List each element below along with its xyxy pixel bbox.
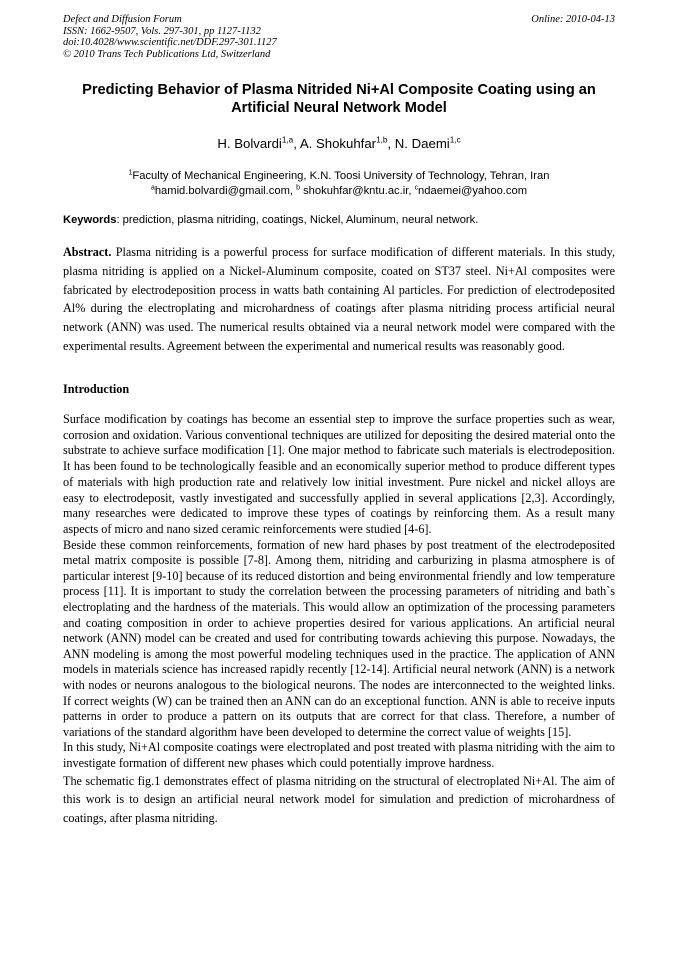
body-paragraph: Beside these common reinforcements, formation of new hard phases by post treatment of the electrodeposited metal matrix composite is possible [7-8]. Among them, nitriding and carburizing in plasma atmosphere is of particular interest [9-10] because of its reduced distortion and being environmental friendly and low temperature process [11]. It is important to study the correlation between the processing parameters of nitriding and bath`s electroplating and the hardness of the materials. This would allow an optimization of the processing parameters and coating composition in order to achieve properties desired for various applications. An artificial neural network (ANN) model can be created and used for contributing towards achieving this purpose. Nowadays, the ANN modeling is among the most powerful modeling techniques used in the practice. The application of ANN models in materials science has increased rapidly recently [12-14]. Artificial neural network (ANN) is a network with nodes or neurons analogous to the biological neurons. The nodes are interconnected to the weighted links. If correct weights (W) can be trained then an ANN can do an exceptional function. ANN is able to receive inputs patterns in order to produce a pattern on its outputs that are correct for that class. Therefore, a number of variations of the standard algorithm have been developed to determine the correct value of weights [15]. [63,537,615,739]
body-paragraph: In this study, Ni+Al composite coatings were electroplated and post treated with plasma nitriding with the aim to investigate formation of different new phases which could potentially improve hardness. [63,740,615,770]
author-separator: , [387,136,395,151]
abstract-paragraph [63,243,615,356]
email-superscript: a [150,184,155,192]
journal-name: Defect and Diffusion Forum [63,14,182,25]
issn-line: ISSN: 1662-9507, Vols. 297-301, pp 1127-1132 [63,25,261,37]
author-superscript: 1,c [449,135,461,145]
abstract-label: Abstract. [63,245,112,259]
email-separator: , [408,185,415,197]
email-address: ndaemei@yahoo.com [418,185,528,197]
email-address: hamid.bolvardi@gmail.com [154,185,290,197]
author-separator: , [293,136,300,151]
online-date: Online: 2010-04-13 [531,14,615,25]
copyright-line: © 2010 Trans Tech Publications Ltd, Switzerland [63,48,271,60]
affiliation-line [63,169,615,184]
body-paragraph: Surface modification by coatings has become an essential step to improve the surface properties such as wear, corrosion and oxidation. Various conventional techniques are utilized for depositing the desired material onto the substrate to achieve surface modification [1]. One major method to fabricate such materials is electrodeposition. It has been found to be technologically feasible and an economically superior method to produce different types of materials with high production rate and relatively low initial investment. Pure nickel and nickel alloys are easy to electrodeposit, vastly investigated and successfully applied in several applications [2,3]. Accordingly, many researches were dedicated to improve these types of coatings by reinforcing them. As a result many aspects of micro and nano sized ceramic reinforcements were studied [4-6]. [63,412,615,536]
keywords-line [63,213,615,228]
keywords-label: Keywords [63,214,117,226]
body-paragraph: The schematic fig.1 demonstrates effect of plasma nitriding on the structural of electroplated Ni+Al. The aim of this work is to design an artificial neural network model for simulation and prediction of microhardness of coatings, after plasma nitriding. [63,773,615,825]
author-list [63,135,615,153]
author-name: H. Bolvardi [217,136,282,151]
author-superscript: 1,a [281,135,294,145]
introduction-body [63,412,615,827]
email-superscript: b [296,184,300,192]
email-line [63,184,615,199]
paper-title: Predicting Behavior of Plasma Nitrided Ni+Al Composite Coating using an Artificial Neural Network Model [82,82,596,116]
author-name: N. Daemi [394,136,450,151]
email-superscript: c [414,184,419,192]
doi-line: doi:10.4028/www.scientific.net/DDF.297-301.1127 [63,37,277,48]
email-address: shokuhfar@kntu.ac.ir [299,185,409,197]
email-separator: , [289,185,297,197]
introduction-heading: Introduction [63,382,130,396]
affiliation-text: Faculty of Mechanical Engineering, K.N. Toosi University of Technology, Tehran, Iran [132,170,550,182]
author-superscript: 1,b [376,135,388,145]
affiliation-block [63,169,615,199]
journal-header [63,14,615,60]
abstract-text: Plasma nitriding is a powerful process for surface modification of different materials. In this study, plasma nitriding is applied on a Nickel-Aluminum composite, coated on ST37 steel. Ni+Al composites were fabricated by electrodeposition process in watts bath containing Al particles. For prediction of electrodeposited Al% during the electroplating and microhardness of coatings after plasma nitriding process artificial neural network (ANN) was used. The numerical results obtained via a neural network model were compared with the experimental results. Agreement between the experimental and numerical results was reasonably good. [63,245,615,353]
keywords-text: : prediction, plasma nitriding, coatings, Nickel, Aluminum, neural network. [116,214,479,226]
affiliation-superscript: 1 [128,169,133,177]
author-name: A. Shokuhfar [299,136,377,151]
